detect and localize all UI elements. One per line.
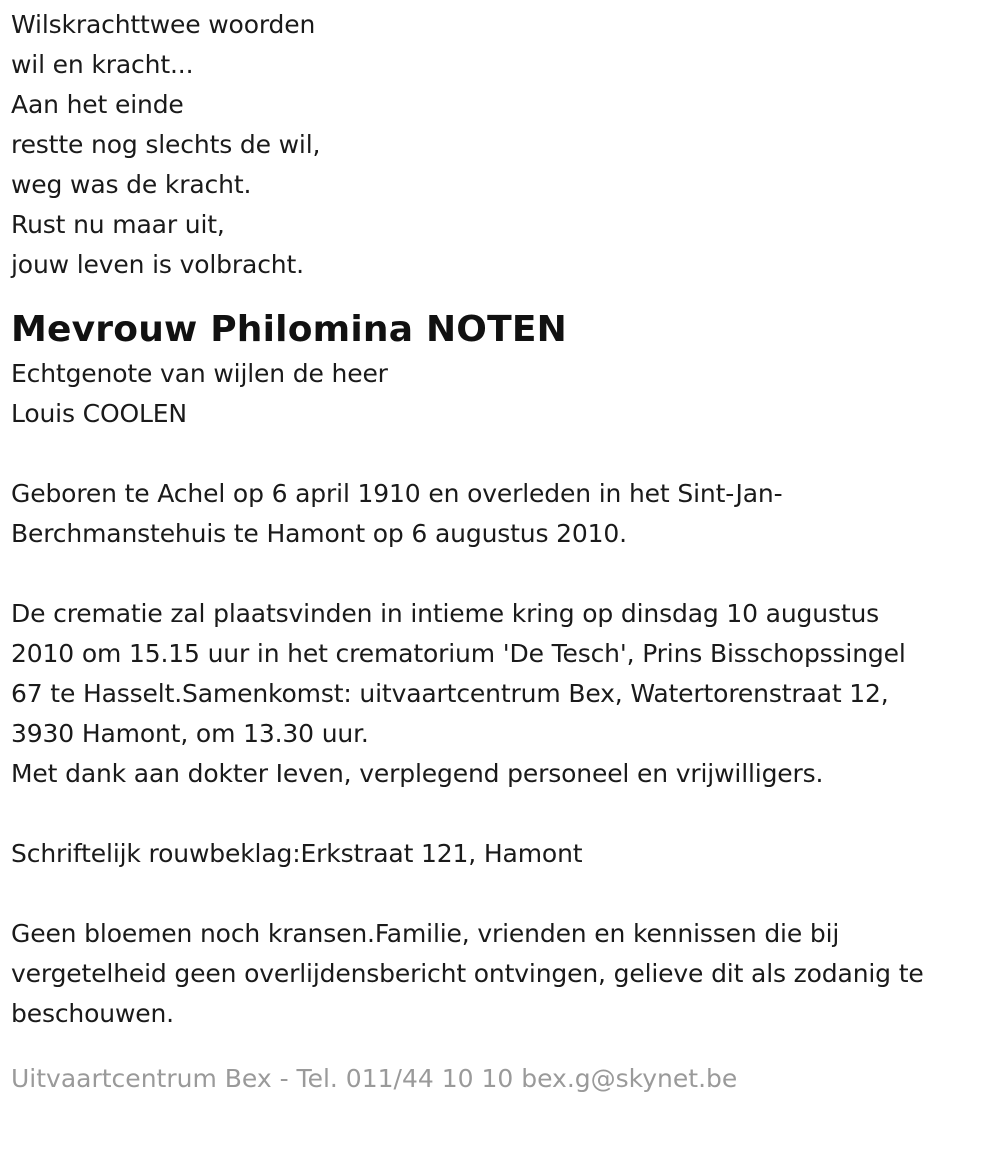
paragraph-line: 3930 Hamont, om 13.30 uur. <box>11 719 369 748</box>
spacer <box>11 434 996 474</box>
spouse-info <box>11 354 996 434</box>
spacer <box>11 554 996 594</box>
spouse-line: Echtgenote van wijlen de heer <box>11 359 388 388</box>
funeral-home-footer: Uitvaartcentrum Bex - Tel. 011/44 10 10 bex.g@skynet.be <box>11 1064 738 1093</box>
poem-line: wil en kracht... <box>11 50 194 79</box>
poem-line: Wilskrachttwee woorden <box>11 10 316 39</box>
poem <box>11 5 996 285</box>
spacer <box>11 794 996 834</box>
spacer <box>11 874 996 914</box>
paragraph-line: Schriftelijk rouwbeklag:Erkstraat 121, Hamont <box>11 839 583 868</box>
poem-line: restte nog slechts de wil, <box>11 130 321 159</box>
condolences-paragraph <box>11 834 996 874</box>
birth-death-paragraph <box>11 474 996 554</box>
obituary-document <box>11 5 996 1099</box>
paragraph-line: Met dank aan dokter Ieven, verplegend personeel en vrijwilligers. <box>11 759 824 788</box>
poem-line: Rust nu maar uit, <box>11 210 225 239</box>
paragraph-line: 67 te Hasselt.Samenkomst: uitvaartcentrum Bex, Watertorenstraat 12, <box>11 679 889 708</box>
poem-line: Aan het einde <box>11 90 184 119</box>
spouse-line: Louis COOLEN <box>11 399 187 428</box>
paragraph-line: De crematie zal plaatsvinden in intieme kring op dinsdag 10 augustus <box>11 599 880 628</box>
paragraph-line: 2010 om 15.15 uur in het crematorium 'De Tesch', Prins Bisschopssingel <box>11 639 906 668</box>
ceremony-paragraph <box>11 594 996 794</box>
notice-paragraph <box>11 914 996 1034</box>
paragraph-line: Berchmanstehuis te Hamont op 6 augustus 2010. <box>11 519 627 548</box>
deceased-name: Mevrouw Philomina NOTEN <box>11 309 567 350</box>
paragraph-line: Geen bloemen noch kransen.Familie, vrienden en kennissen die bij <box>11 919 840 948</box>
poem-line: weg was de kracht. <box>11 170 252 199</box>
paragraph-line: vergetelheid geen overlijdensbericht ontvingen, gelieve dit als zodanig te <box>11 959 924 988</box>
paragraph-line: Geboren te Achel op 6 april 1910 en overleden in het Sint-Jan- <box>11 479 783 508</box>
poem-line: jouw leven is volbracht. <box>11 250 304 279</box>
paragraph-line: beschouwen. <box>11 999 174 1028</box>
